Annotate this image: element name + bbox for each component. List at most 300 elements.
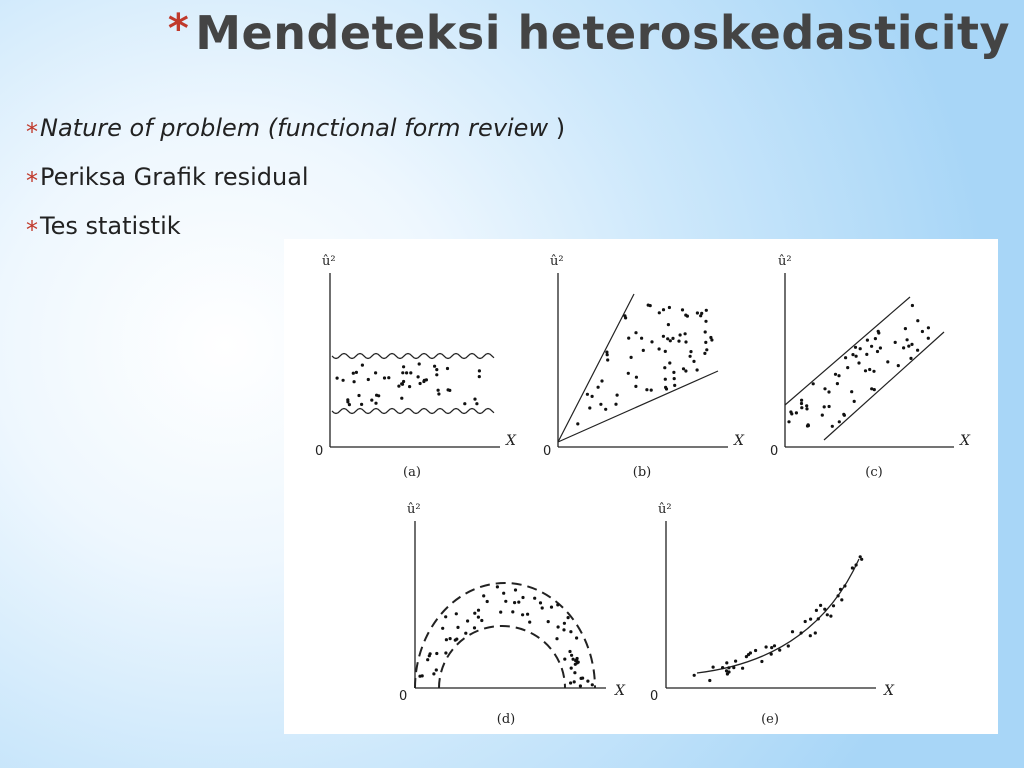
panel-c-dot: [831, 425, 834, 428]
bullet-star-icon: *: [26, 216, 38, 244]
panel-b-lower-line: [558, 371, 718, 442]
panel-b-dot: [699, 314, 702, 317]
bullet-star-icon: *: [26, 118, 38, 146]
panel-d-xlabel: X: [615, 683, 625, 699]
residual-plots-svg: [284, 239, 998, 734]
title-text: Mendeteksi heteroskedasticity: [195, 6, 1010, 60]
panel-d-dot: [541, 606, 544, 609]
panel-e-dot: [741, 667, 744, 670]
panel-d-dot: [570, 654, 573, 657]
bullet-item-nature-of-problem: [26, 104, 565, 153]
panel-c-dot: [879, 346, 882, 349]
panel-b-dot: [673, 377, 676, 380]
panel-a-dot: [478, 369, 481, 372]
panel-c-dot: [927, 326, 930, 329]
panel-b-dot: [667, 323, 670, 326]
panel-d-dot: [482, 594, 485, 597]
panel-a-dot: [374, 371, 377, 374]
panel-c-dot: [906, 338, 909, 341]
panel-a-dot: [402, 365, 405, 368]
bullet-italic-text: Nature of problem (functional form review: [40, 114, 549, 142]
panel-b-dot: [673, 384, 676, 387]
panel-a-dot: [437, 392, 440, 395]
panel-e-dot: [832, 604, 835, 607]
panel-c-dot: [834, 373, 837, 376]
panel-b-dot: [704, 330, 707, 333]
panel-d-dot: [418, 675, 421, 678]
panel-b-dot: [668, 361, 671, 364]
panel-e-ylabel: û²: [658, 502, 672, 517]
bullet-item-residual-graph: [26, 153, 565, 202]
panel-d-dot: [573, 671, 576, 674]
panel-d-dot: [426, 658, 429, 661]
panel-c-dot: [807, 423, 810, 426]
panel-c-dot: [916, 319, 919, 322]
panel-b-ylabel: û²: [550, 254, 564, 269]
panel-c-dot: [789, 410, 792, 413]
panel-d-dot: [466, 619, 469, 622]
panel-b-origin: 0: [543, 444, 552, 459]
residual-patterns-figure: [284, 239, 998, 734]
panel-d: [399, 502, 626, 727]
panel-e-dot: [817, 617, 820, 620]
panel-d-dot: [429, 652, 432, 655]
panel-a-dot: [387, 376, 390, 379]
panel-a-dot: [346, 400, 349, 403]
panel-e-dot: [749, 651, 752, 654]
panel-d-origin: 0: [399, 689, 408, 704]
panel-c-dot: [859, 347, 862, 350]
panel-b-caption: (b): [632, 465, 652, 480]
panel-a-origin: 0: [315, 444, 324, 459]
panel-a-dot: [400, 397, 403, 400]
panel-b-dot: [649, 304, 652, 307]
panel-d-dot: [567, 616, 570, 619]
panel-c-dot: [795, 411, 798, 414]
panel-d-dot: [473, 626, 476, 629]
panel-b-dot: [666, 337, 669, 340]
panel-e-caption: (e): [761, 712, 779, 727]
panel-e-dot: [725, 661, 728, 664]
panel-b-dot: [696, 311, 699, 314]
panel-a-dot: [383, 376, 386, 379]
panel-d-dot: [473, 612, 476, 615]
panel-d-dot: [521, 613, 524, 616]
panel-c-dot: [877, 330, 880, 333]
panel-b-dot: [627, 337, 630, 340]
panel-e-dot: [809, 634, 812, 637]
panel-b-dots: [576, 304, 713, 426]
panel-e-dot: [778, 649, 781, 652]
panel-c-dot: [909, 357, 912, 360]
panel-d-dot: [555, 637, 558, 640]
panel-b-dot: [671, 337, 674, 340]
panel-b-dot: [681, 308, 684, 311]
panel-e-dot: [804, 620, 807, 623]
panel-b-dot: [709, 336, 712, 339]
panel-c-dot: [910, 343, 913, 346]
panel-d-dot: [464, 632, 467, 635]
panel-d-dot: [432, 672, 435, 675]
panel-d-dot: [569, 681, 572, 684]
panel-e-dot: [814, 631, 817, 634]
panel-b-dot: [662, 308, 665, 311]
bullet-text: ): [548, 114, 566, 142]
panel-e-dot: [815, 609, 818, 612]
panel-b-dot: [677, 340, 680, 343]
panel-a-dot: [370, 399, 373, 402]
panel-e-dot: [837, 594, 840, 597]
panel-b-dot: [642, 349, 645, 352]
panel-b-dot: [658, 347, 661, 350]
panel-d-inner-arc: [439, 626, 565, 688]
panel-a-dot: [435, 373, 438, 376]
panel-d-dot: [526, 613, 529, 616]
panel-b-dot: [604, 408, 607, 411]
panel-a-dot: [401, 371, 404, 374]
panel-d-dot: [562, 628, 565, 631]
panel-a-dot: [418, 362, 421, 365]
panel-a-dot: [422, 380, 425, 383]
panel-e-dot: [721, 666, 724, 669]
panel-e-dot: [765, 645, 768, 648]
panel-c-dot: [805, 407, 808, 410]
panel-d-caption: (d): [496, 712, 516, 727]
panel-d-dot: [454, 639, 457, 642]
panel-c-dot: [851, 353, 854, 356]
panel-e-dot: [770, 653, 773, 656]
panel-b-dot: [664, 350, 667, 353]
panel-d-dot: [577, 661, 580, 664]
panel-c-dot: [897, 364, 900, 367]
panel-b-dot: [684, 332, 687, 335]
panel-e-dot: [819, 604, 822, 607]
panel-c-lower-line: [824, 332, 944, 440]
panel-d-dot: [480, 619, 483, 622]
panel-c-dot: [866, 339, 869, 342]
bullet-text: Periksa Grafik residual: [40, 163, 309, 191]
panel-a-dot: [437, 389, 440, 392]
panel-b-dot: [662, 335, 665, 338]
panel-b-dot: [645, 388, 648, 391]
panel-c-dot: [865, 353, 868, 356]
panel-c-dot: [894, 341, 897, 344]
panel-b-dot: [684, 340, 687, 343]
panel-b-dot: [658, 311, 661, 314]
panel-d-dot: [444, 651, 447, 654]
panel-b-dot: [614, 403, 617, 406]
panel-d-dot: [586, 680, 589, 683]
panel-a-dot: [409, 371, 412, 374]
panel-e-dot: [770, 646, 773, 649]
panel-c-dot: [853, 400, 856, 403]
bullet-text: Tes statistik: [40, 212, 181, 240]
panel-b-dot: [669, 339, 672, 342]
panel-b-dot: [650, 389, 653, 392]
panel-e: [650, 502, 895, 727]
panel-b-dot: [679, 333, 682, 336]
panel-d-dot: [517, 601, 520, 604]
panel-c-dot: [836, 382, 839, 385]
panel-c-dot: [842, 413, 845, 416]
panel-d-dot: [557, 625, 560, 628]
panel-a-dot: [352, 372, 355, 375]
panel-d-dot: [539, 601, 542, 604]
panel-a-dot: [435, 368, 438, 371]
panel-a-dot: [375, 394, 378, 397]
panel-e-dot: [809, 618, 812, 621]
panel-b-dot: [664, 378, 667, 381]
panel-d-dot: [502, 592, 505, 595]
panel-e-dot: [860, 558, 863, 561]
panel-d-dot: [504, 600, 507, 603]
panel-a-dot: [433, 365, 436, 368]
panel-e-dot: [791, 630, 794, 633]
panel-d-dot: [521, 596, 524, 599]
panel-b-dot: [704, 320, 707, 323]
panel-a-dot: [408, 385, 411, 388]
panel-b-dot: [703, 352, 706, 355]
panel-a-dot: [402, 380, 405, 383]
panel-c-dot: [868, 368, 871, 371]
panel-b-dot: [672, 371, 675, 374]
panel-a: [315, 254, 517, 480]
panel-a-caption: (a): [403, 465, 421, 480]
panel-a-dot: [348, 403, 351, 406]
panel-d-dot: [573, 680, 576, 683]
panel-a-dot: [361, 364, 364, 367]
panel-b-dot: [600, 379, 603, 382]
panel-c: [770, 254, 971, 480]
panel-b-dot: [665, 387, 668, 390]
panel-c-dot: [876, 350, 879, 353]
panel-a-dot: [405, 371, 408, 374]
panel-c-dot: [812, 382, 815, 385]
panel-c-dot: [864, 369, 867, 372]
panel-d-dot: [441, 627, 444, 630]
panel-d-dot: [533, 597, 536, 600]
panel-d-dot: [435, 652, 438, 655]
panel-c-dot: [837, 374, 840, 377]
panel-b-dot: [586, 393, 589, 396]
panel-c-dot: [872, 370, 875, 373]
panel-c-dot: [823, 387, 826, 390]
panel-b-dot: [591, 395, 594, 398]
panel-a-dot: [419, 382, 422, 385]
panel-b-dot: [635, 376, 638, 379]
panel-b-dot: [682, 367, 685, 370]
panel-b-dot: [668, 306, 671, 309]
panel-b-dot: [705, 309, 708, 312]
panel-e-dot: [760, 660, 763, 663]
panel-e-dot: [708, 679, 711, 682]
panel-b-dot: [696, 368, 699, 371]
panel-a-dot: [417, 375, 420, 378]
panel-e-dot: [787, 644, 790, 647]
panel-e-dot: [727, 666, 730, 669]
panel-e-origin: 0: [650, 689, 659, 704]
bullet-star-icon: *: [26, 167, 38, 195]
panel-c-dot: [921, 330, 924, 333]
panel-b-xlabel: X: [734, 433, 744, 449]
bullet-list: [26, 104, 565, 251]
panel-c-dot: [916, 349, 919, 352]
panel-b-dot: [634, 385, 637, 388]
panel-d-dot: [556, 603, 559, 606]
panel-b-dot: [606, 358, 609, 361]
panel-d-dots: [418, 585, 594, 687]
panel-a-dot: [353, 380, 356, 383]
panel-a-dot: [447, 388, 450, 391]
panel-a-dot: [475, 402, 478, 405]
panel-e-dot: [840, 598, 843, 601]
panel-d-dot: [486, 600, 489, 603]
panel-a-dot: [478, 375, 481, 378]
panel-a-xlabel: X: [506, 433, 516, 449]
panel-c-upper-line: [785, 297, 910, 405]
panel-c-dot: [854, 346, 857, 349]
panel-d-dot: [435, 668, 438, 671]
panel-a-dot: [355, 371, 358, 374]
panel-d-dot: [513, 601, 516, 604]
panel-c-dot: [828, 405, 831, 408]
panel-a-dot: [397, 385, 400, 388]
panel-c-xlabel: X: [960, 433, 970, 449]
panel-a-dots: [336, 362, 482, 406]
panel-e-dot: [843, 584, 846, 587]
panel-c-dot: [821, 414, 824, 417]
panel-b-dot: [634, 331, 637, 334]
panel-e-dot: [727, 670, 730, 673]
panel-b-dot: [627, 372, 630, 375]
panel-b-dot: [606, 353, 609, 356]
panel-d-dot: [568, 650, 571, 653]
panel-c-dot: [902, 346, 905, 349]
panel-b-dot: [576, 422, 579, 425]
panel-d-dot: [563, 658, 566, 661]
panel-d-dot: [456, 626, 459, 629]
panel-c-dot: [907, 345, 910, 348]
panel-e-dot: [734, 660, 737, 663]
panel-e-dot: [732, 666, 735, 669]
panel-c-dot: [927, 337, 930, 340]
panel-d-dot: [445, 638, 448, 641]
panel-a-dot: [357, 394, 360, 397]
panel-e-dot: [823, 608, 826, 611]
panel-d-dot: [444, 615, 447, 618]
panel-d-dot: [591, 683, 594, 686]
panel-c-dot: [800, 399, 803, 402]
panel-d-dot: [547, 620, 550, 623]
panel-d-dot: [477, 609, 480, 612]
panel-b-dot: [597, 386, 600, 389]
panel-e-dot: [745, 655, 748, 658]
panel-a-dot: [463, 402, 466, 405]
panel-a-dot: [336, 377, 339, 380]
panel-b-dot: [705, 348, 708, 351]
panel-b-dot: [704, 341, 707, 344]
panel-d-dot: [581, 677, 584, 680]
panel-e-dot: [851, 566, 854, 569]
panel-e-curve: [697, 559, 859, 673]
panel-c-dot: [886, 360, 889, 363]
panel-c-dot: [870, 345, 873, 348]
panel-d-dot: [499, 611, 502, 614]
title-bullet-star-icon: *: [167, 6, 190, 52]
panel-b-dot: [689, 350, 692, 353]
panel-e-dot: [800, 631, 803, 634]
panel-b-dot: [686, 315, 689, 318]
panel-d-dot: [514, 588, 517, 591]
panel-d-dot: [563, 622, 566, 625]
panel-a-dot: [473, 398, 476, 401]
panel-d-dot: [570, 667, 573, 670]
panel-c-dot: [805, 404, 808, 407]
panel-a-ylabel: û²: [322, 254, 336, 269]
panel-a-dot: [367, 378, 370, 381]
panel-c-dot: [838, 420, 841, 423]
panel-c-dot: [844, 356, 847, 359]
panel-e-dot: [839, 588, 842, 591]
panel-d-dot: [511, 610, 514, 613]
panel-b-upper-line: [558, 294, 634, 442]
panel-c-dot: [874, 337, 877, 340]
panel-c-dot: [846, 366, 849, 369]
panel-d-dot: [449, 637, 452, 640]
panel-e-dot: [712, 666, 715, 669]
panel-c-ylabel: û²: [778, 254, 792, 269]
panel-c-dot: [850, 390, 853, 393]
panel-c-dot: [800, 402, 803, 405]
panel-b-dot: [684, 369, 687, 372]
panel-b-dot: [650, 340, 653, 343]
panel-d-dot: [477, 616, 480, 619]
panel-a-dot: [360, 403, 363, 406]
panel-b-dot: [663, 366, 666, 369]
panel-c-dot: [857, 361, 860, 364]
panel-b-dot: [599, 403, 602, 406]
panel-d-dot: [528, 621, 531, 624]
panel-a-upper-wave: [332, 354, 494, 359]
panel-d-ylabel: û²: [407, 502, 421, 517]
panel-d-dot: [455, 612, 458, 615]
panel-c-caption: (c): [865, 465, 883, 480]
panel-b-dot: [588, 406, 591, 409]
panel-e-dot: [754, 649, 757, 652]
panel-c-dot: [787, 420, 790, 423]
panel-a-dot: [342, 379, 345, 382]
panel-e-xlabel: X: [884, 683, 894, 699]
panel-d-dot: [575, 636, 578, 639]
panel-e-dots: [693, 555, 864, 682]
panel-c-origin: 0: [770, 444, 779, 459]
panel-c-dot: [827, 390, 830, 393]
panel-b-dot: [692, 360, 695, 363]
panel-b-dot: [630, 356, 633, 359]
panel-c-dot: [904, 327, 907, 330]
panel-a-dot: [446, 367, 449, 370]
panel-e-dot: [826, 613, 829, 616]
panel-e-dot: [693, 674, 696, 677]
panel-e-dot: [773, 644, 776, 647]
panel-c-dot: [855, 355, 858, 358]
panel-b-dot: [623, 314, 626, 317]
panel-b-dot: [616, 394, 619, 397]
panel-c-dot: [823, 405, 826, 408]
panel-e-dot: [855, 563, 858, 566]
panel-d-dot: [569, 630, 572, 633]
panel-b: [543, 254, 745, 480]
